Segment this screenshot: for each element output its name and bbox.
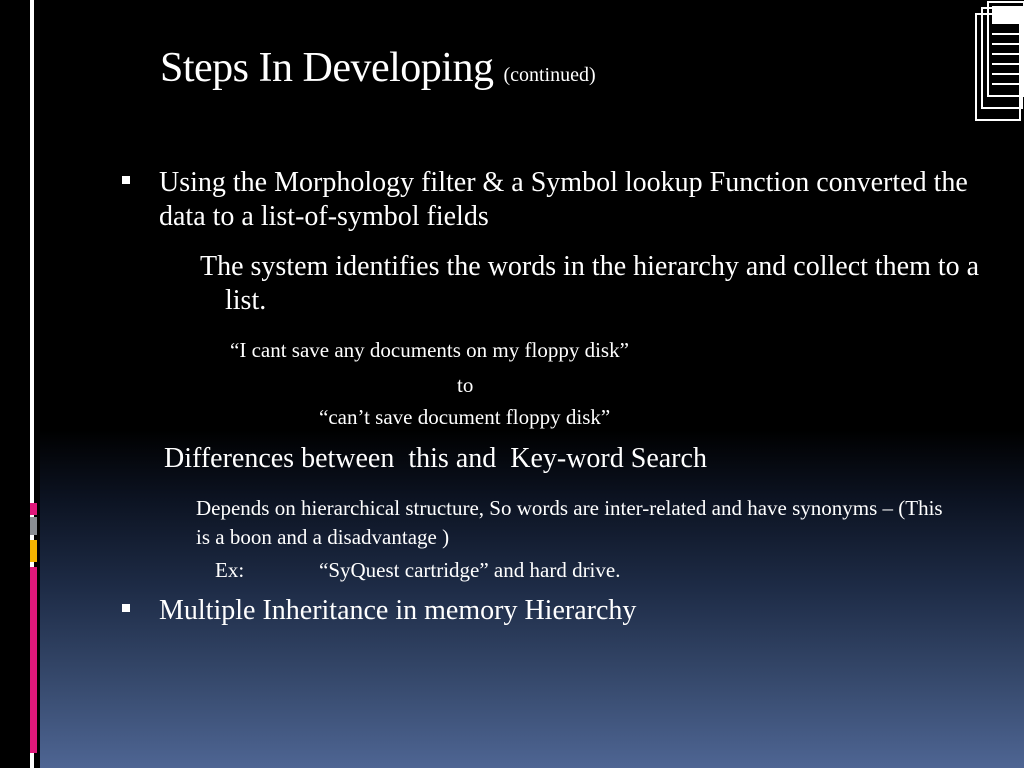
square-bullet-icon — [122, 176, 130, 184]
differences-heading: Differences between this and Key-word Search — [164, 443, 707, 474]
example-to-word: to — [457, 373, 474, 397]
example-label: Ex: — [215, 558, 245, 582]
slide-title-sub: (continued) — [503, 64, 596, 86]
accent-bar-pink-small — [30, 503, 37, 515]
sub-point-text: The system identifies the words in the hierarchy and collect them to a list. — [200, 251, 980, 316]
bullet-item-2 — [122, 594, 982, 628]
example-quote-filtered: “can’t save document floppy disk” — [319, 405, 611, 429]
example-quote-original: “I cant save any documents on my floppy disk” — [230, 338, 629, 362]
bullet-text-1: Using the Morphology filter & a Symbol lookup Function converted the data to a list-of-symbol fields — [159, 167, 968, 232]
square-bullet-icon — [122, 604, 130, 612]
example-text: “SyQuest cartridge” and hard drive. — [319, 558, 621, 582]
differences-body: Depends on hierarchical structure, So words are inter-related and have synonyms – (This is a boon and a disadvantage ) — [196, 496, 943, 549]
accent-bar-pink-long — [30, 567, 37, 753]
slide-title-main: Steps In Developing — [160, 45, 494, 91]
accent-bar-yellow — [30, 540, 37, 562]
bullet-item-1 — [122, 166, 982, 234]
slide-title — [160, 44, 596, 92]
accent-bar-gray — [30, 517, 37, 535]
window-frames-icon — [974, 0, 1024, 125]
bullet-text-2: Multiple Inheritance in memory Hierarchy — [159, 595, 637, 626]
